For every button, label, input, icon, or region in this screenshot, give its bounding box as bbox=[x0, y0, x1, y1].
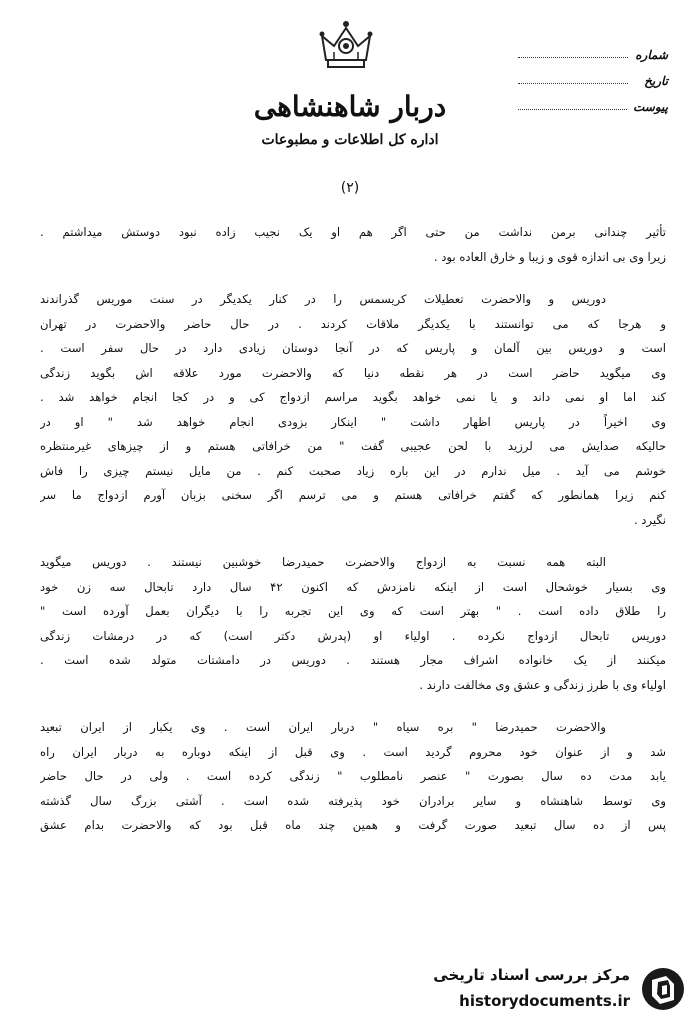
paragraph bbox=[40, 287, 666, 532]
royal-crown-icon bbox=[314, 16, 378, 72]
letterhead-subtitle: اداره کل اطلاعات و مطبوعات bbox=[261, 132, 439, 148]
paragraph bbox=[40, 550, 666, 697]
text-line: پس از ده سال تبعید صورت گرفت و همین چند ماه قبل بود که والاحضرت بدام عشق bbox=[40, 818, 666, 832]
text-line: است و دوریس بین آلمان و پاریس که در آنجا دوستان زیادی دارد در حال سفر است . bbox=[40, 341, 666, 355]
text-line: اولیاء وی با طرز زندگی و عشق وی مخالفت دارند . bbox=[419, 677, 666, 692]
paragraph bbox=[40, 715, 666, 838]
paragraph bbox=[40, 220, 666, 269]
archive-logo-icon bbox=[640, 966, 686, 1012]
text-line: وی بسیار خوشحال است از اینکه نامزدش که اکنون ۴۲ سال دارد تابحال سه زن خود bbox=[40, 579, 666, 594]
meta-label: تاریخ bbox=[644, 74, 668, 88]
text-line: را طلاق داده است . " بهتر است که وی این تجربه را با دیگران بعمل آورده است " bbox=[40, 604, 666, 618]
archive-name: مرکز بررسی اسناد تاریخی bbox=[433, 966, 630, 984]
meta-field-number bbox=[518, 36, 668, 62]
meta-blank-line bbox=[518, 57, 628, 58]
page-number: (۲) bbox=[340, 180, 360, 196]
text-line: کنم زیرا همانطور که گفتم خرافاتی هستم و می ترسم اگر سخنی بزبان آورم ازدواج ما سر bbox=[40, 488, 666, 502]
text-line: دوریس تابحال ازدواج نکرده . اولیاء او (پدرش دکتر است) که در درمشات زندگی bbox=[40, 628, 666, 643]
meta-blank-line bbox=[518, 109, 627, 110]
meta-field-attachment bbox=[518, 88, 668, 114]
text-line: وی اخیراً در پاریس اظهار داشت " اینکار بزودی انجام خواهد شد " او در bbox=[40, 414, 666, 429]
text-line: نگیرد . bbox=[633, 512, 666, 527]
text-line: البته همه نسبت به ازدواج والاحضرت حمیدرضا خوشبین نیستند . دوریس میگوید bbox=[40, 555, 606, 569]
text-line: میکنند از یک خانواده اشراف مجار هستند . دوریس در دامشتات متولد شده است . bbox=[40, 653, 666, 667]
meta-field-date bbox=[518, 62, 668, 88]
meta-label: پیوست bbox=[633, 100, 668, 114]
archive-website: historydocuments.ir bbox=[459, 992, 630, 1010]
meta-blank-line bbox=[518, 83, 628, 84]
document-meta-fields bbox=[518, 36, 668, 114]
text-line: خوشم می آید . میل ندارم در این باره زیاد صحبت کنم . من مایل نیستم چیزی را فاش bbox=[40, 463, 666, 478]
document-body bbox=[40, 220, 666, 856]
text-line: تأثیر چندانی برمن نداشت من حتی اگر هم او یک نجیب زاده نبود دوستش میداشتم . bbox=[40, 225, 666, 239]
text-line: وی میگوید حاضر است در هر نقطه دنیا که والاحضرت مورد علاقه اش بگوید زندگی bbox=[40, 365, 666, 380]
archive-watermark bbox=[416, 962, 686, 1020]
text-line: والاحضرت حمیدرضا " بره سیاه " دربار ایران است . وی یکبار از ایران تبعید bbox=[40, 720, 606, 734]
text-line: و هرجا که می توانستند با یکدیگر ملاقات کردند . در حال حاضر والاحضرت در تهران bbox=[40, 316, 666, 331]
text-line: شد و از عنوان خود محروم گردید است . وی قبل از اینکه دوباره به دربار ایران راه bbox=[40, 744, 666, 759]
text-line: حالیکه صدایش می لرزید با لحن عجیبی گفت " من خرافاتی هستم و از چیزهای غیرمنتظره bbox=[40, 439, 666, 453]
text-line: زیرا وی بی اندازه قوی و زیبا و خارق العاده بود . bbox=[433, 249, 666, 264]
letterhead-title: دربار شاهنشاهی bbox=[253, 90, 447, 123]
text-line: دوریس و والاحضرت تعطیلات کریسمس را در کنار یکدیگر در سنت موریس گذراندند bbox=[40, 292, 606, 306]
text-line: وی توسط شاهنشاه و سایر برادران خود پذیرفته شده است . آشتی بزرگ سال گذشته bbox=[40, 793, 666, 808]
text-line: کند اما او نمی داند و یا نمی خواهد بگوید مراسم ازدواج کی و در کجا انجام خواهد شد . bbox=[40, 390, 666, 404]
meta-label: شماره bbox=[635, 48, 668, 62]
text-line: یابد مدت ده سال بصورت " عنصر نامطلوب " زندگی کرده است . ولی در حال حاضر bbox=[40, 769, 666, 783]
